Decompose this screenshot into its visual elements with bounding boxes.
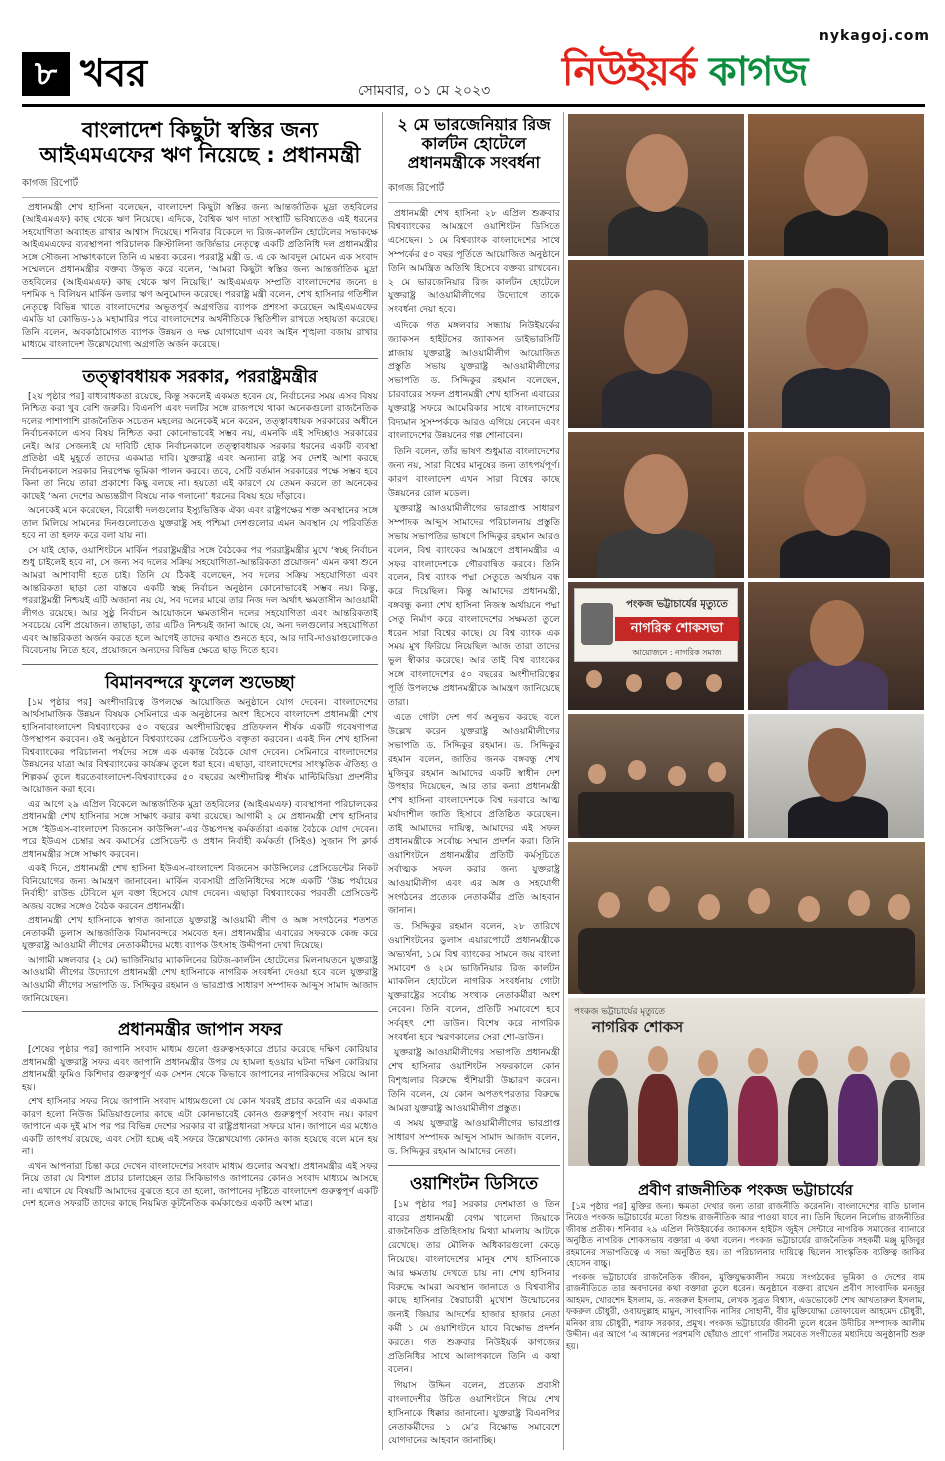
audience-head <box>798 896 820 922</box>
condolence-banner <box>574 588 738 662</box>
airport-paragraph: এর আগে ২৯ এপ্রিল বিকেলে আন্তর্জাতিক মুদ্রা তহবিলের (আইএমএফ) ব্যবস্থাপনা পরিচালকের প্রধানমন্ত্রী শেখ হাসিনার সঙ্গে সাক্ষাৎ করার কথা রয়েছে। আগামী ২ মে প্রধানমন্ত্রী শেখ হাসিনার সঙ্গে ‘ইউএস-বাংলাদেশ বিজনেস কাউন্সিল’-এর উচ্চপদস্থ কর্মকর্তারা একান্ত বৈঠকে যোগ দেবেন। পরে ইউএস চেম্বার অব কমার্সের প্রেসিডেন্ট ও প্রধান নির্বাহী কর্মকর্তা (সিইও) সুজান পি ক্লার্ক প্রধানমন্ত্রীর সঙ্গে সাক্ষাৎ করবেন। <box>22 798 378 860</box>
person-head <box>624 290 688 374</box>
airport-paragraph: [১ম পৃষ্ঠার পর] অংশীদারিত্বে উপলক্ষে আয়োজিত অনুষ্ঠানে যোগ দেবেন। বাংলাদেশের আর্থসামাজিক উন্নয়ন বিষয়ক সেমিনারে এক অনুষ্ঠানের অংশ হিসেবে বাংলাদেশ প্রধানমন্ত্রী শেখ হাসিনাবাংলাদেশ বিশ্বব্যাংকের ৫০ বছরের অংশীদারিত্বের প্রতিফলন শীর্ষক একটি গবেষণাপত্র উপস্থাপন করবেন। ওই অনুষ্ঠানে বিশ্বব্যাংকের প্রেসিডেন্টও বক্তৃতা করবেন। একই দিন শেখ হাসিনা বিশ্বব্যাংকের পরিচালনা পর্ষদের সঙ্গে এক একান্ত বৈঠকে যোগ দেবেন। সেমিনারে বাংলাদেশের উন্নয়নের যাত্রা আর বিশ্বব্যাংকের কার্যক্রম তুলে ধরা হবে। এছাড়া, বাংলাদেশের সাংস্কৃতিক ঐতিহ্য ও শিল্পকর্ম তুলে ধরতেবাংলাদেশ-বিশ্বব্যাংকের ৫০ বছরের অংশীদারিত্ব শীর্ষক মাল্টিমিডিয়া প্রদর্শনীর আয়োজন করা হবে। <box>22 696 378 796</box>
airport-paragraph: একই দিনে, প্রধানমন্ত্রী শেখ হাসিনা ইউএস-বাংলাদেশ বিজনেস কাউন্সিলের প্রেসিডেন্টের নিকট বিনিয়োগের জন্য আমন্ত্রণ জানাবেন। মার্কিন ব্যবসায়ী প্রতিনিধিদের সঙ্গে একটি ‘উচ্চ পর্যায়ের নির্বাহী’ রাউন্ড টেবিলে মূল বক্তা হিসেবে যোগ দেবেন। এছাড়া বিশ্বব্যাংকের পরবর্তী প্রেসিডেন্ট অজয় বঙ্গের সঙ্গেও বৈঠক করবেন প্রধানমন্ত্রী। <box>22 863 378 912</box>
banner-title: নাগরিক শোকসভা <box>615 617 739 641</box>
lead-headline: বাংলাদেশ কিছুটা স্বস্তির জন্য আইএমএফের ঋণ নিয়েছে : প্রধানমন্ত্রী <box>39 118 361 167</box>
reception-body <box>388 207 560 1159</box>
airport-paragraph: প্রধানমন্ত্রী শেখ হাসিনাকে স্বাগত জানাতে যুক্তরাষ্ট্র আওয়ামী লীগ ও অঙ্গ সংগঠনের শতশত নেতাকর্মী ডুলাস আন্তর্জাতিক বিমানবন্দরে সমবেত হন। প্রধানমন্ত্রীর এবারের সফরকে কেন্দ্র করে যুক্তরাষ্ট্র আওয়ামী লীগের নেতাকর্মীদের মধ্যে ব্যাপক উৎসাহ উদ্দীপনা দেখা দিয়েছে। <box>22 915 378 952</box>
reception-paragraph: যুক্তরাষ্ট্র আওয়ামীলীগের সভাপতি প্রধানমন্ত্রী শেখ হাসিনার ওয়াশিংটন সফরকালে কোন বিশৃঙ্খলার বিরুদ্ধে হুঁশিয়ারী উচ্চারণ করেন। তিনি বলেন, যে কোন অপতৎপরতার বিরুদ্ধে আমরা যুক্তরাষ্ট্র আওয়ামীলীগ প্রস্তুত। <box>388 1047 560 1114</box>
person-body <box>780 530 890 578</box>
logo-wordmark-red: নিউইয়র্ক <box>562 49 696 95</box>
washington-headline: ওয়াশিংটন ডিসিতে <box>388 1165 560 1198</box>
person-body <box>882 1080 920 1166</box>
condolence-meeting-photo <box>568 582 744 710</box>
obituary-headline: প্রবীণ রাজনীতিক পংকজ ভট্টাচার্যের <box>638 1181 853 1199</box>
reception-paragraph: প্রধানমন্ত্রী শেখ হাসিনা ২৮ এপ্রিল শুক্রবার বিশ্বব্যাংকের আমন্ত্রণে ওয়াশিংটন ডিসিতে এসেছেন। ১ মে বিশ্বব্যাংক বাংলাদেশের সাথে সম্পর্কের ৫০ বছর পূর্তিতে আয়োজিত অনুষ্ঠানে তিনি আমন্ত্রিত অতিথি হিসেবে বক্তব্য রাখবেন। ২ মে ভারজেনিয়ার রিজ কার্লটন হোটেলে যুক্তরাষ্ট্র আওয়ামীলীগের উদ্যোগে তাকে সংবর্ধনা দেয়া হবে। <box>388 207 560 316</box>
obituary-story <box>566 1178 925 1355</box>
column-divider <box>563 112 564 1450</box>
audience-head <box>588 764 606 784</box>
person-head <box>748 1048 768 1074</box>
person-body <box>738 1076 778 1166</box>
person-body <box>788 796 888 838</box>
audience-head <box>598 892 620 918</box>
person-body <box>598 528 714 578</box>
person-body <box>688 1078 728 1166</box>
group-photo <box>568 998 925 1166</box>
airport-body <box>22 697 378 1005</box>
section-title: খবর <box>80 51 148 95</box>
caretaker-paragraph: [২য় পৃষ্ঠার পর] বাধ্যবাধকতা রয়েছে, কিন্তু সকলেই একমত হবেন যে, নির্বাচনের সময় এসব বিষয় নিশ্চিত করা খুব বেশি জরুরি। বিএনপি এবং দলটির সঙ্গে রাজপথে থাকা অনেকগুলো রাজনৈতিক দলের পাশাপাশি রাজনৈতিক সচেতন মহলের অনেকেই মনে করেন, তত্ত্বাবধায়ক সরকারের অধীনে নির্বাচনকালে এসব বিষয় নিশ্চিত করা কোনোভাবেই সম্ভব নয়, এমনকি এই সদিচ্ছাও সরকারের নেই। আর সেজন্যই যে দাবিটি হোক নির্বাচনকালে তত্ত্বাবধায়ক সরকার ধরনের একটি ব্যবস্থা প্রতিষ্ঠা এই মুহূর্তে তাদের একমাত্র দাবি। যুক্তরাষ্ট্র এবং অন্যান্য রাষ্ট্র সব দেশই আশা করছে নির্বাচনকালে সরকার নিরপেক্ষ ভূমিকা পালন করবে। তবে, সেটি বর্তমান সরকারের পক্ষে সম্ভব হবে কিনা তা নিয়ে তারা প্রকাশ্যে কিছু বলছে না। হয়তো এই কারণে যে তেমন করলে তা অনেকের কাছেই ‘অন্য দেশের অভ্যন্তরীণ বিষয়ে নাক গলানো’ ধরনের বিষয় হয়ে দাঁড়াবে। <box>22 390 378 502</box>
speaker-photo <box>568 260 744 428</box>
portrait-image <box>581 603 613 645</box>
japan-paragraph: শেখ হাসিনার সফর নিয়ে জাপানি সংবাদ মাধ্যমগুলো যে কোন খবরই প্রচার করেনি এর একমাত্র কারণ হলো নিউজ মিডিয়াগুলোর কাছে এটা কোনভাবেই কোনও গুরুত্বপূর্ণ সংবাদ নয়। কারণ জাপানে এক দুই মাস পর পর বিভিন্ন দেশের সরকার বা রাষ্ট্রপ্রধানরা সফরে যান। জাপানে এর মধ্যেও একটি তাৎপর্য রয়েছে, এবং সেটা হচ্ছে এই সফরে উল্লেখযোগ্য কোনও কাজ হয়েছে বলে মনে হয় না। <box>22 1096 378 1158</box>
audience-head <box>648 886 670 912</box>
page-number: ৮ <box>22 52 70 96</box>
person-head <box>648 1046 668 1072</box>
person-body <box>608 206 708 256</box>
washington-paragraph: গিয়াস উদ্দিন বলেন, প্রত্যেক প্রবাসী বাংলাদেশীর উচিত ওয়াশিংটনে গিয়ে শেখ হাসিনাকে ধিক্কার জানানো। যুক্তরাষ্ট্র বিএনপির নেতাকর্মীদের ১ মে’র বিক্ষোভ সমাবেশে যোগদানের আহবান জানাচ্ছি। <box>388 1380 560 1447</box>
person-body <box>788 660 888 710</box>
japan-headline: প্রধানমন্ত্রীর জাপান সফর <box>22 1011 378 1044</box>
speaker-photo <box>748 582 924 710</box>
person-head <box>624 454 688 534</box>
reception-byline: কাগজ রিপোর্ট <box>388 175 560 203</box>
lead-body <box>22 202 378 352</box>
person-head <box>598 1050 618 1076</box>
washington-body <box>388 1198 560 1448</box>
audience-head <box>668 766 686 786</box>
reception-headline: ২ মে ভারজেনিয়ার রিজ কার্লটন হোটেলে প্রধানমন্ত্রীকে সংবর্ধনা <box>397 115 551 172</box>
logo-wordmark <box>562 40 807 107</box>
japan-paragraph: এখন আপনারা চিন্তা করে দেখেন বাংলাদেশের সংবাদ মাধ্যম গুলোর অবস্থা। প্রধানমন্ত্রীর এই সফর নিয়ে তারা যে বিশাল প্রচার চালাচ্ছেন তার সিকিভাগও জাপানের কোনও সংবাদ মাধ্যমে আসছে না। এখানে যে বিষয়টি আমাদের বুঝতে হবে তা হলো, জাপানের দৃষ্টিতে বাংলাদেশ গুরুত্বপূর্ণ একটি দেশ হলেও সফরটি তাদের কাছে নিয়মিত কূটনৈতিক কর্মকাণ্ডের একটি অংশ মাত্র। <box>22 1160 378 1210</box>
banner-caption: পংকজ ভট্টাচার্যের মৃত্যুতে <box>626 599 728 610</box>
airport-paragraph: আগামী মঙ্গলবার (২ মে) ভার্জিনিয়ার ম্যাকলিনের রিটজ-কার্লটন হোটেলের মিলনায়তনে যুক্তরাষ্ট্র আওয়ামী লীগের উদ্যোগে প্রধানমন্ত্রী শেখ হাসিনাকে নাগরিক সংবর্ধনা দেওয়া হবে বলে যুক্তরাষ্ট্র আওয়ামী লীগের সভাপতি ড. সিদ্দিকুর রহমান ও ভারপ্রাপ্ত সাধারণ সম্পাদক আব্দুস সামাদ আজাদ জানিয়েছেন। <box>22 954 378 1004</box>
person-head <box>810 600 864 666</box>
person-head <box>804 456 866 536</box>
masthead <box>0 0 945 108</box>
audience-group <box>578 792 734 838</box>
audience-head <box>706 674 722 692</box>
person-body <box>788 1078 828 1166</box>
caretaker-paragraph: অনেকেই মনে করেছেন, বিরোধী দলগুলোর ইস্যুভিত্তিক ঐক্য এবং রাষ্ট্রপক্ষের শক্ত অবস্থানের সঙ্গে তাল মিলিয়ে সামনের দিনগুলোতেও যুক্তরাষ্ট্র সহ পশ্চিমা দেশগুলোর এমন অবস্থান যে পরিবর্তিত হবে না তা হলফ করে বলা যায় না। <box>22 505 378 542</box>
audience-group <box>578 928 915 994</box>
banner-caption: পংকজ ভট্টাচার্যের মৃত্যুতে <box>574 1007 665 1017</box>
reception-paragraph: ড. সিদ্দিকুর রহমান বলেন, ২৮ তারিখে ওয়াশিংটনের ডুলাস এয়ারপোর্টে প্রধানমন্ত্রীকে অভ্যর্থনা, ১মে বিশ্ব ব্যাংকের সামনে জয় বাংলা সমাবেশ ও ২মে ভার্জিনিয়ার রিজ কার্লটন ম্যাকলিন হোটেলে নাগরিক সংবর্ধনায় গোটা যুক্তরাষ্ট্রের সর্বোচ্চ সংখ্যক নেতাকর্মীরা অংশ নেবেন। তিনি বলেন, প্রতিটি সমাবেশে হবে সর্ববৃহৎ শো ডাউন। বিশেষ করে নাগরিক সংবর্ধনা হবে স্মরণকালের সেরা শো-ডাউন। <box>388 921 560 1043</box>
audience-head <box>708 762 726 782</box>
person-body <box>588 1078 628 1166</box>
logo-url: nykagoj.com <box>818 28 930 44</box>
caretaker-body <box>22 391 378 658</box>
logo-wordmark-green: কাগজ <box>708 49 808 95</box>
audience-head <box>626 674 642 692</box>
obituary-paragraph: [১ম পৃষ্ঠার পর] মুক্তির জন্য। ক্ষমতা দেখার জন্য তারা রাজনীতি করেননি। বাংলাদেশের বাতি চালান নিয়েও পংকজ ভট্টাচার্যের মতো বিশুদ্ধ রাজনীতিক আর পাওয়া যাবে না। তিনি ছিলেন নির্লোভ রাজনীতির জীবন্ত প্রতীক। শনিবার ২৯ এপ্রিল নিউইয়র্কের জ্যাকসন হাইটস জুইস সেন্টারে নাগরিক সমাজের ব্যানারে অনুষ্ঠিত নাগরিক শোকসভায় বক্তারা এ কথা বলেন। পংকজ ভট্টাচার্যের রাজনৈতিক সহকর্মী মঞ্জু মুজিবুর রহমানের সভাপতিত্বে এ সভা অনুষ্ঠিত হয়। তা পরিচালনার দায়িত্বে ছিলেন সাংস্কৃতিক ব্যক্তিত্ব জাকির হোসেন বাচ্চু। <box>566 1201 925 1270</box>
person-head <box>808 728 866 802</box>
person-body <box>638 1074 678 1166</box>
airport-headline: বিমানবন্দরে ফুলেল শুভেচ্ছা <box>22 664 378 697</box>
speaker-photo <box>568 114 744 256</box>
audience-head <box>628 760 646 780</box>
middle-column <box>388 112 560 1452</box>
audience-head <box>666 672 682 690</box>
reception-paragraph: তিনি বলেন, তাঁর ভাষণ শুধুমাত্র বাংলাদেশের জন্য নয়, সারা বিশ্বের মানুষের জন্য তাৎপর্যপূর্ণ। কারণ বাংলাদেশ এখন সারা বিশ্বের কাছে উন্নয়নের রোল মডেল। <box>388 446 560 499</box>
japan-paragraph: [শেষের পৃষ্ঠার পর] জাপানি সংবাদ মাধ্যম গুলো গুরুত্বসহকারে প্রচার করেছে দক্ষিণ কোরিয়ার প্রধানমন্ত্রী যুক্তরাষ্ট্র সফর এবং জাপানি প্রধানমন্ত্রীর উপর যে হামলা হওয়ার ঘটনা দক্ষিণ কোরিয়ার প্রধানমন্ত্রী ফুমিও কিশিদার গুরুত্বপূর্ণ এক সেশন থেকে কিভাবে জাপানের নাগরিকদের সরিয়ে আনা হয়। <box>22 1044 378 1093</box>
obituary-body <box>566 1202 925 1354</box>
audience-photo <box>568 842 925 994</box>
lead-paragraph: প্রধানমন্ত্রী শেখ হাসিনা বলেছেন, বাংলাদেশ কিছুটা স্বস্তির জন্য আন্তর্জাতিক মুদ্রা তহবিলের (আইএমএফ) কাছ থেকে ঋণ নিয়েছে। এদিকে, বৈশ্বিক ঋণ দাতা সংস্থাটি ভবিষ্যতেও এই ধরনের সহযোগিতা অব্যাহত রাখার আশ্বাস দিয়েছে। শনিবার বিকেলে দ্য রিজ-কার্লটন হোটেলের সভাকক্ষে আইএমএফের ব্যবস্থাপনা পরিচালক ক্রিস্টালিনা জর্জিভার নেতৃত্বে একটি প্রতিনিধি দল প্রধানমন্ত্রীর সঙ্গে সৌজন্য সাক্ষাৎকালে তিনি এ মন্তব্য করেন। পররাষ্ট্র মন্ত্রী ড. এ কে আবদুল মোমেন এক সংবাদ সম্মেলনে প্রধানমন্ত্রীর বক্তব্য উদ্ধৃত করে বলেন, ‘আমরা কিছুটা স্বস্তির জন্য আন্তর্জাতিক মুদ্রা তহবিলের (আইএমএফ) কাছ থেকে ঋণ নিয়েছি।’ আইএমএফ সম্প্রতি বাংলাদেশের জন্যে ৪ দশমিক ৭ বিলিয়ন মার্কিন ডলার ঋণ অনুমোদন করেছে। পররাষ্ট্র মন্ত্রী বলেন, শেখ হাসিনার গতিশীল নেতৃত্বে বিভিন্ন খাতে বাংলাদেশের অভূতপূর্ব অগ্রগতির ব্যাপক প্রশংসা করেছেন আইএমএফের এমডি যা কোভিড-১৯ মহামারির পরে বাংলাদেশের অর্থনীতিকে স্থিতিশীল রাখতে সহায়তা করেছে। তিনি বলেন, অবকাঠামোগত ব্যাপক উন্নয়ন ও দক্ষ যোগাযোগ এবং আইন শৃঙ্খলা বজায় রাখার মাধ্যমে বাংলাদেশ উল্লেখযোগ্য অগ্রগতি অর্জন করেছে। <box>22 201 378 351</box>
newspaper-logo <box>562 28 934 98</box>
audience-head <box>698 894 720 920</box>
issue-date: সোমবার, ০১ মে ২০২৩ <box>358 83 491 99</box>
reception-paragraph: যুক্তরাষ্ট্র আওয়ামীলীগের ভারপ্রাপ্ত সাধারণ সম্পাদক আব্দুস সামাদের পরিচালনায় প্রস্তুতি সভায় সভাপতির ভাষণে সিদ্দিকুর রহমান আরও বলেন, বিশ্ব ব্যাংকের আমন্ত্রণে প্রধানমন্ত্রীর এ সফর বাংলাদেশকে গৌরবান্বিত করবে। তিনি বলেন, বিশ্ব ব্যাংক পদ্মা সেতুতে অর্থায়ন বন্ধ করে দিয়েছিল। কিন্তু আমাদের প্রধানমন্ত্রী, বঙ্গবন্ধু কন্যা শেখ হাসিনা নিজস্ব অর্থায়নে পদ্মা সেতু নির্মাণ করে বাংলাদেশের সক্ষমতা তুলে ধরেন সারা বিশ্বের কাছে। যে বিশ্ব ব্যাংক এক সময় মুখ ফিরিয়ে নিয়েছিল আজ তারা তাদের ভুল স্বীকার করেছে। আর তাই বিশ্ব ব্যাংকের সঙ্গে বাংলাদেশের ৫০ বছরের অংশীদারিত্বের পূর্তি উপলক্ষে প্রধানমন্ত্রীকে আমন্ত্রণ জানিয়েছে তারা। <box>388 503 560 708</box>
person-body <box>838 1074 878 1166</box>
caretaker-headline: তত্ত্বাবধায়ক সরকার, পররাষ্ট্রমন্ত্রীর <box>22 358 378 391</box>
audience-head <box>848 890 870 916</box>
meeting-hall-photo <box>568 714 744 838</box>
audience-head <box>748 888 770 914</box>
speaker-photo <box>748 260 924 428</box>
washington-paragraph: [১ম পৃষ্ঠার পর] সরকার দেশমাতা ও তিন বারের প্রধানমন্ত্রী বেগম খালেদা জিয়াকে রাজনৈতিক প্রতিহিংসায় মিথ্যা মামলায় আটকে রেখেছে। তার মৌলিক অধিকারগুলো কেড়ে নিয়েছে। বাংলাদেশের মানুষ শেখ হাসিনাকে আর ক্ষমতায় দেখতে চায় না। শেখ হাসিনার বিরুদ্ধে আমরা অবস্থান জানাতে ও বিশ্ববাসীর কাছে হাসিনার স্বৈরাচারী মুখোশ উন্মোচনের জন্যই জিয়ার আদর্শের হাজার হাজার নেতা কর্মী ১ মে ওয়াশিংটনে যাবে বিক্ষোভ প্রদর্শন করতে। গত শুক্রবার নিউইয়র্ক কাগজের প্রতিনিধির সাথে আলাপকালে তিনি এ কথা বলেন। <box>388 1198 560 1376</box>
masthead-rule <box>22 104 925 107</box>
person-head <box>798 1050 818 1076</box>
caretaker-paragraph: সে যাই হোক, ওয়াশিংটনে মার্কিন পররাষ্ট্রমন্ত্রীর সঙ্গে বৈঠকের পর পররাষ্ট্রমন্ত্রীর মুখে ‘স্বচ্ছ নির্বাচন শুধু চাইলেই হবে না, সে জন্য সব দলের সক্রিয় সহযোগিতা-আন্তরিকতা প্রয়োজন’ এমন কথা শুনে আমরা আশাবাদী হতে চাই। তিনি যে ঠিকই বলেছেন, সব দলের সক্রিয় সহযোগিতা এবং আন্তরিকতা ছাড়া তো বাস্তবে একটি স্বচ্ছ নির্বাচন অনুষ্ঠান কোনোভাবেই সম্ভব নয়। কিন্তু, পররাষ্ট্রমন্ত্রী নিশ্চয়ই এটি অজানা নয় যে, সব দলের মাঝে তার নিজ দল অর্থাৎ ক্ষমতাসীন আওয়ামী লীগও রয়েছে। আর সুষ্ঠু নির্বাচন আয়োজনে ক্ষমতাসীন দলের সহযোগিতা এবং আন্তরিকতাই সবচেয়ে বেশি প্রয়োজন। তাছাড়া, তার এটিও নিশ্চয়ই জানা আছে যে, অন্য দলগুলোর সহযোগিতা এবং আন্তরিকতা অর্জন করতে হলে আগেই তাদের কথাও শুনতে হবে, আর দাবি-দাওয়াগুলোকেও বিবেচনায় নিতে হবে, প্রয়োজনে অন্যদের বিভিন্ন ক্ষেত্রে ছাড় দিতে হবে। <box>22 544 378 657</box>
audience-head <box>586 670 602 688</box>
lead-byline: কাগজ রিপোর্ট <box>22 170 378 198</box>
column-divider <box>382 112 383 1450</box>
banner-title: নাগরিক শোকস <box>592 1018 684 1036</box>
person-head <box>806 288 868 370</box>
speaker-photo <box>568 432 744 578</box>
speaker-photo <box>748 714 924 838</box>
reception-paragraph: এতে গোটা দেশ গর্ব অনুভব করছে বলে উল্লেখ করেন যুক্তরাষ্ট্র আওয়ামীলীগের সভাপতি ড. সিদ্দিকুর রহমান। ড. সিদ্দিকুর রহমান বলেন, জাতির জনক বঙ্গবন্ধু শেখ মুজিবুর রহমান আমাদের একটি স্বাধীন দেশ উপহার দিয়েছেন, আর তার কন্যা প্রধানমন্ত্রী শেখ হাসিনা বাংলাদেশকে বিশ্ব দরবারে আত্ম মর্যাদাশীল জাতি হিসাবে প্রতিষ্ঠিত করেছেন। তাই আমাদের দায়িত্ব, আমাদের এই সফল প্রধানমন্ত্রীকে সর্বোচ্চ সম্মান প্রদর্শন করা। তিনি ওয়াশিংটনে প্রধানমন্ত্রীর প্রতিটি কর্মসূচিতে সর্বাত্মক সফল করার জন্য যুক্তরাষ্ট্র আওয়ামীলীগ এবং এর অঙ্গ ও সহযোগী সংগঠনের প্রত্যেক নেতাকর্মীর প্রতি আহবান জানান। <box>388 712 560 917</box>
speaker-photo <box>748 114 924 256</box>
person-head <box>848 1046 868 1072</box>
person-head <box>626 134 688 212</box>
obituary-paragraph: পংকজ ভট্টাচার্যের রাজনৈতিক জীবন, মুক্তিযুদ্ধকালীন সময়ে সংগঠকের ভূমিকা ও দেশের বাম রাজনীতিতে তার অবদানের কথা বক্তারা তুলে ধরেন। অনুষ্ঠানে বক্তব্য রাখেন প্রবীণ সাংবাদিক মনজুর আহমদ, খোরশেদ ইসলাম, ড. নজরুল ইসলাম, লেখক সুব্রত বিশ্বাস, এডভোকেট শেখ আখতারুল ইসলাম, ফকরুল চৌধুরী, ওবায়দুল্লাহ মামুন, সাংবাদিক নাসির সোহানী, বীর মুক্তিযোদ্ধা তোফায়েল আহমেদ চৌধুরী, মনিকা রায় চৌধুরী, শরাফ সরকার, প্রমুখ। পংকজ ভট্টাচার্যের জীবনী তুলে ধরেন উদীচির সম্পাদক আলীম উদ্দীন। এর আগে ‘এ আঙ্গনের পরশমণি ছোঁয়াও প্রাণে’ গানটির সমবেত সংগীতের মধ্যদিয়ে অনুষ্ঠানটি শুরু হয়। <box>566 1272 925 1352</box>
left-column <box>22 112 378 1452</box>
reception-paragraph: এদিকে গত মঙ্গলবার সন্ধ্যায় নিউইয়র্কের জ্যাকসন হাইটসের জ্যাকসন ডাইভারসিটি প্লাজায় যুক্তরাষ্ট্র আওয়ামীলীগ আয়োজিত প্রস্তুতি সভায় যুক্তরাষ্ট্র আওয়ামীলীগের সভাপতি ড. সিদ্দিকুর রহমান বলেছেন, চারবারের সফল প্রধানমন্ত্রী শেখ হাসিনা এবারের যুক্তরাষ্ট্র সফরে আমেরিকার সাথে বাংলাদেশের বিদ্যমান সুসম্পর্ককে আরও এগিয়ে নেবেন এবং বাংলাদেশের উন্নয়নের গল্প শোনাবেন। <box>388 320 560 442</box>
japan-body <box>22 1044 378 1211</box>
reception-paragraph: এ সময় যুক্তরাষ্ট্র আওয়ামীলীগের ভারপ্রাপ্ত সাধারণ সম্পাদক আব্দুস সামাদ আজাদ বলেন, ড. সিদ্দিকুর রহমান আমাদের নেতা। <box>388 1118 560 1158</box>
person-body <box>602 370 712 428</box>
person-head <box>890 1052 910 1078</box>
banner-organizer: আয়োজনে : নাগরিক সমাজ <box>632 648 722 657</box>
person-head <box>698 1050 718 1076</box>
speaker-photo <box>748 432 924 578</box>
person-body <box>784 210 888 256</box>
audience-head <box>888 894 910 920</box>
person-body <box>782 368 890 428</box>
person-head <box>804 136 868 216</box>
